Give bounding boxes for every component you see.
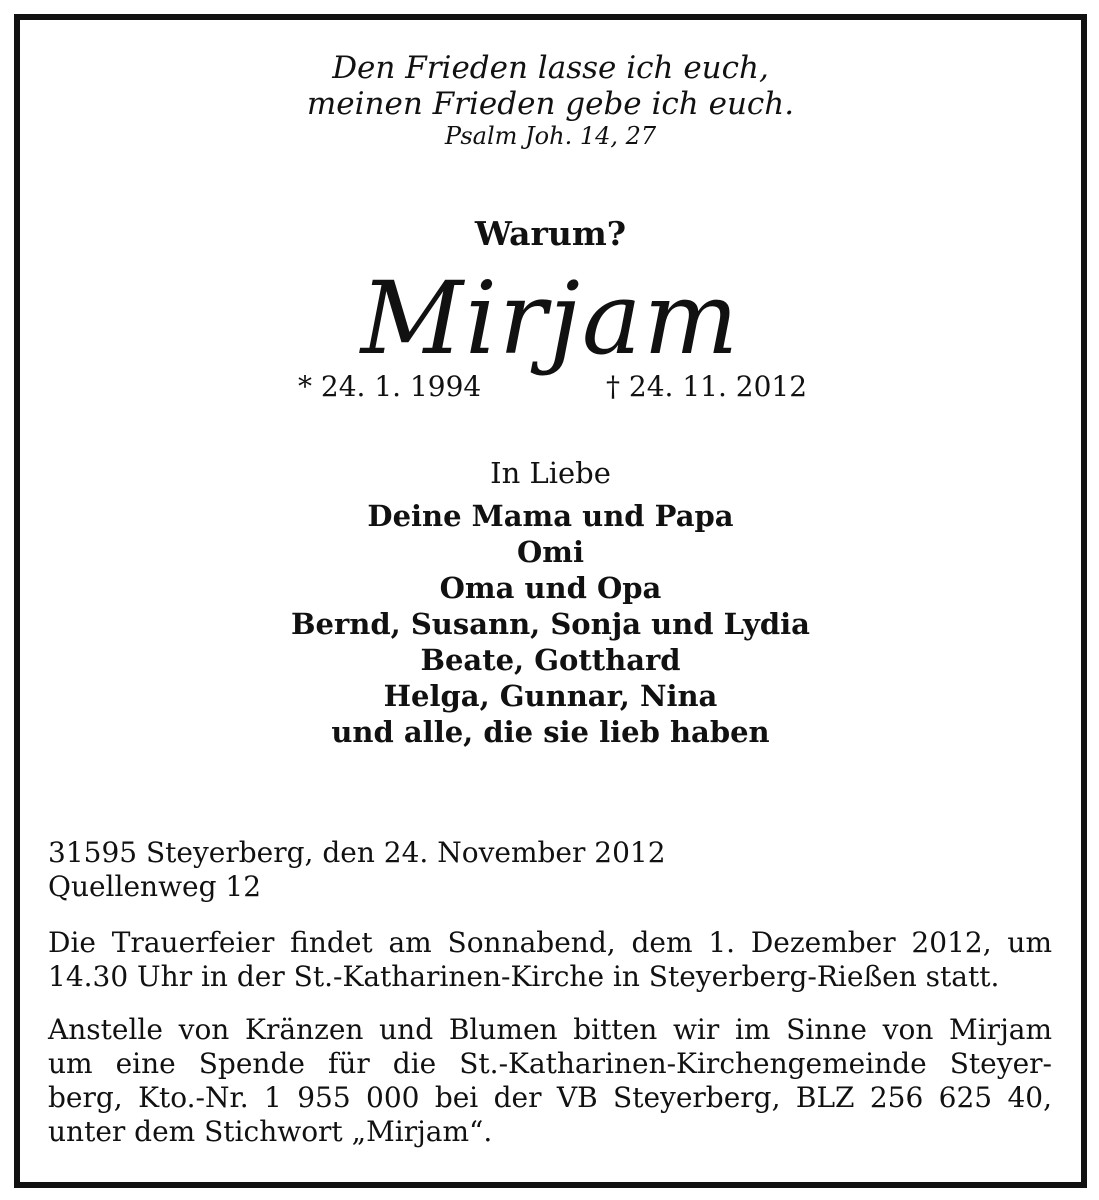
heading-why: Warum? <box>474 214 627 253</box>
address-city-date: 31595 Steyerberg, den 24. November 2012 <box>48 836 666 869</box>
mourner-line: Beate, Gotthard <box>420 643 681 677</box>
verse-reference: Psalm Joh. 14, 27 <box>444 122 657 150</box>
donation-info <box>48 1013 1052 1149</box>
donation-line: berg, Kto.-Nr. 1 955 000 bei der VB Steyerberg, BLZ 256 625 40, <box>48 1081 1052 1114</box>
obituary-notice <box>14 14 1087 1188</box>
in-love-label: In Liebe <box>490 456 611 490</box>
mourner-line: Oma und Opa <box>439 571 662 605</box>
death-date: † 24. 11. 2012 <box>606 370 808 403</box>
bible-verse <box>20 50 1081 122</box>
mourner-line: Bernd, Susann, Sonja und Lydia <box>291 607 810 641</box>
mourner-line: Helga, Gunnar, Nina <box>383 679 718 713</box>
address-block <box>48 836 666 904</box>
donation-line: unter dem Stichwort „Mirjam“. <box>48 1115 493 1148</box>
mourners-list <box>20 498 1081 750</box>
mourner-line: und alle, die sie lieb haben <box>331 715 770 749</box>
verse-line-1: Den Frieden lasse ich euch, <box>332 50 769 86</box>
deceased-name: Mirjam <box>360 260 741 377</box>
donation-line: um eine Spende für die St.-Katharinen-Kirchengemeinde Steyer- <box>48 1047 1052 1080</box>
birth-date: * 24. 1. 1994 <box>298 370 482 403</box>
address-street: Quellenweg 12 <box>48 870 262 903</box>
funeral-info: Die Trauerfeier findet am Sonnabend, dem 1. Dezember 2012, um 14.30 Uhr in der St.-Katharinen-Kirche in Steyerberg-Rießen statt. <box>48 926 1052 993</box>
verse-line-2: meinen Frieden gebe ich euch. <box>306 86 795 122</box>
mourner-line: Deine Mama und Papa <box>367 499 734 533</box>
donation-line: Anstelle von Kränzen und Blumen bitten wir im Sinne von Mirjam <box>48 1013 1052 1046</box>
mourner-line: Omi <box>517 535 584 569</box>
